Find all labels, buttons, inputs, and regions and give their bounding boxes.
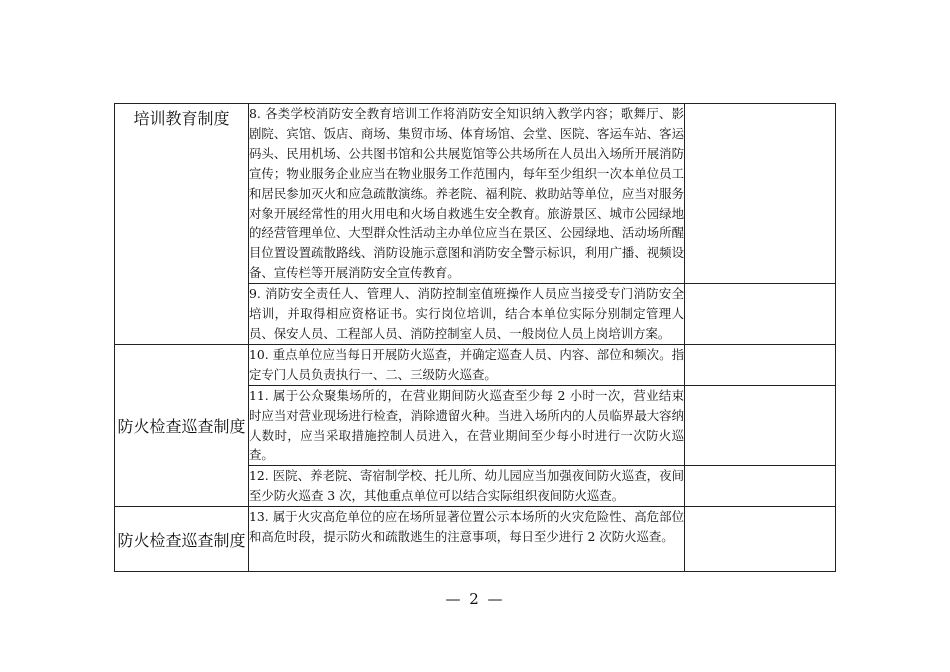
empty-cell — [685, 385, 836, 466]
table-row — [115, 104, 836, 284]
empty-cell — [685, 507, 836, 572]
empty-cell — [685, 344, 836, 385]
item-cell-10: 10. 重点单位应当每日开展防火巡查，并确定巡查人员、内容、部位和频次。指定专门人员负责执行一、二、三级防火巡查。 — [249, 344, 685, 385]
item-cell-8: 8. 各类学校消防安全教育培训工作将消防安全知识纳入教学内容；歌舞厅、影剧院、宾馆、饭店、商场、集贸市场、体育场馆、会堂、医院、客运车站、客运码头、民用机场、公共图书馆和公共展览馆等公共场所在人员出入场所开展消防宣传；物业服务企业应当在物业服务工作范围内，每年至少组织一次本单位员工和居民参加灭火和应急疏散演练。养老院、福利院、救助站等单位，应当对服务对象开展经常性的用火用电和火场自救逃生安全教育。旅游景区、城市公园绿地的经营管理单位、大型群众性活动主办单位应当在景区、公园绿地、活动场所醒目位置设置疏散路线、消防设施示意图和消防安全警示标识，利用广播、视频设备、宣传栏等开展消防安全宣传教育。 — [249, 104, 685, 284]
table-row — [115, 344, 836, 385]
item-cell-13: 13. 属于火灾高危单位的应在场所显著位置公示本场所的火灾危险性、高危部位和高危时段，提示防火和疏散逃生的注意事项，每日至少进行 2 次防火巡查。 — [249, 507, 685, 572]
empty-cell — [685, 104, 836, 284]
page-number: — 2 — — [445, 590, 505, 608]
category-cell-training: 培训教育制度 — [115, 104, 249, 345]
item-cell-11: 11. 属于公众聚集场所的，在营业期间防火巡查至少每 2 小时一次，营业结束时应当对营业现场进行检查，消除遗留火种。当进入场所内的人员临界最大容纳人数时，应当采取措施控制人员进入，在营业期间至少每小时进行一次防火巡查。 — [249, 385, 685, 466]
item-cell-12: 12. 医院、养老院、寄宿制学校、托儿所、幼儿园应当加强夜间防火巡查，夜间至少防火巡查 3 次，其他重点单位可以结合实际组织夜间防火巡查。 — [249, 466, 685, 507]
category-cell-high-risk: 防火检查巡查制度 — [115, 507, 249, 572]
empty-cell — [685, 284, 836, 345]
regulations-table — [114, 103, 836, 572]
empty-cell — [685, 466, 836, 507]
table-row — [115, 507, 836, 572]
item-cell-9: 9. 消防安全责任人、管理人、消防控制室值班操作人员应当接受专门消防安全培训，并取得相应资格证书。实行岗位培训，结合本单位实际分别制定管理人员、保安人员、工程部人员、消防控制室人员、一般岗位人员上岗培训方案。 — [249, 284, 685, 345]
category-cell-inspection: 防火检查巡查制度 — [115, 344, 249, 506]
